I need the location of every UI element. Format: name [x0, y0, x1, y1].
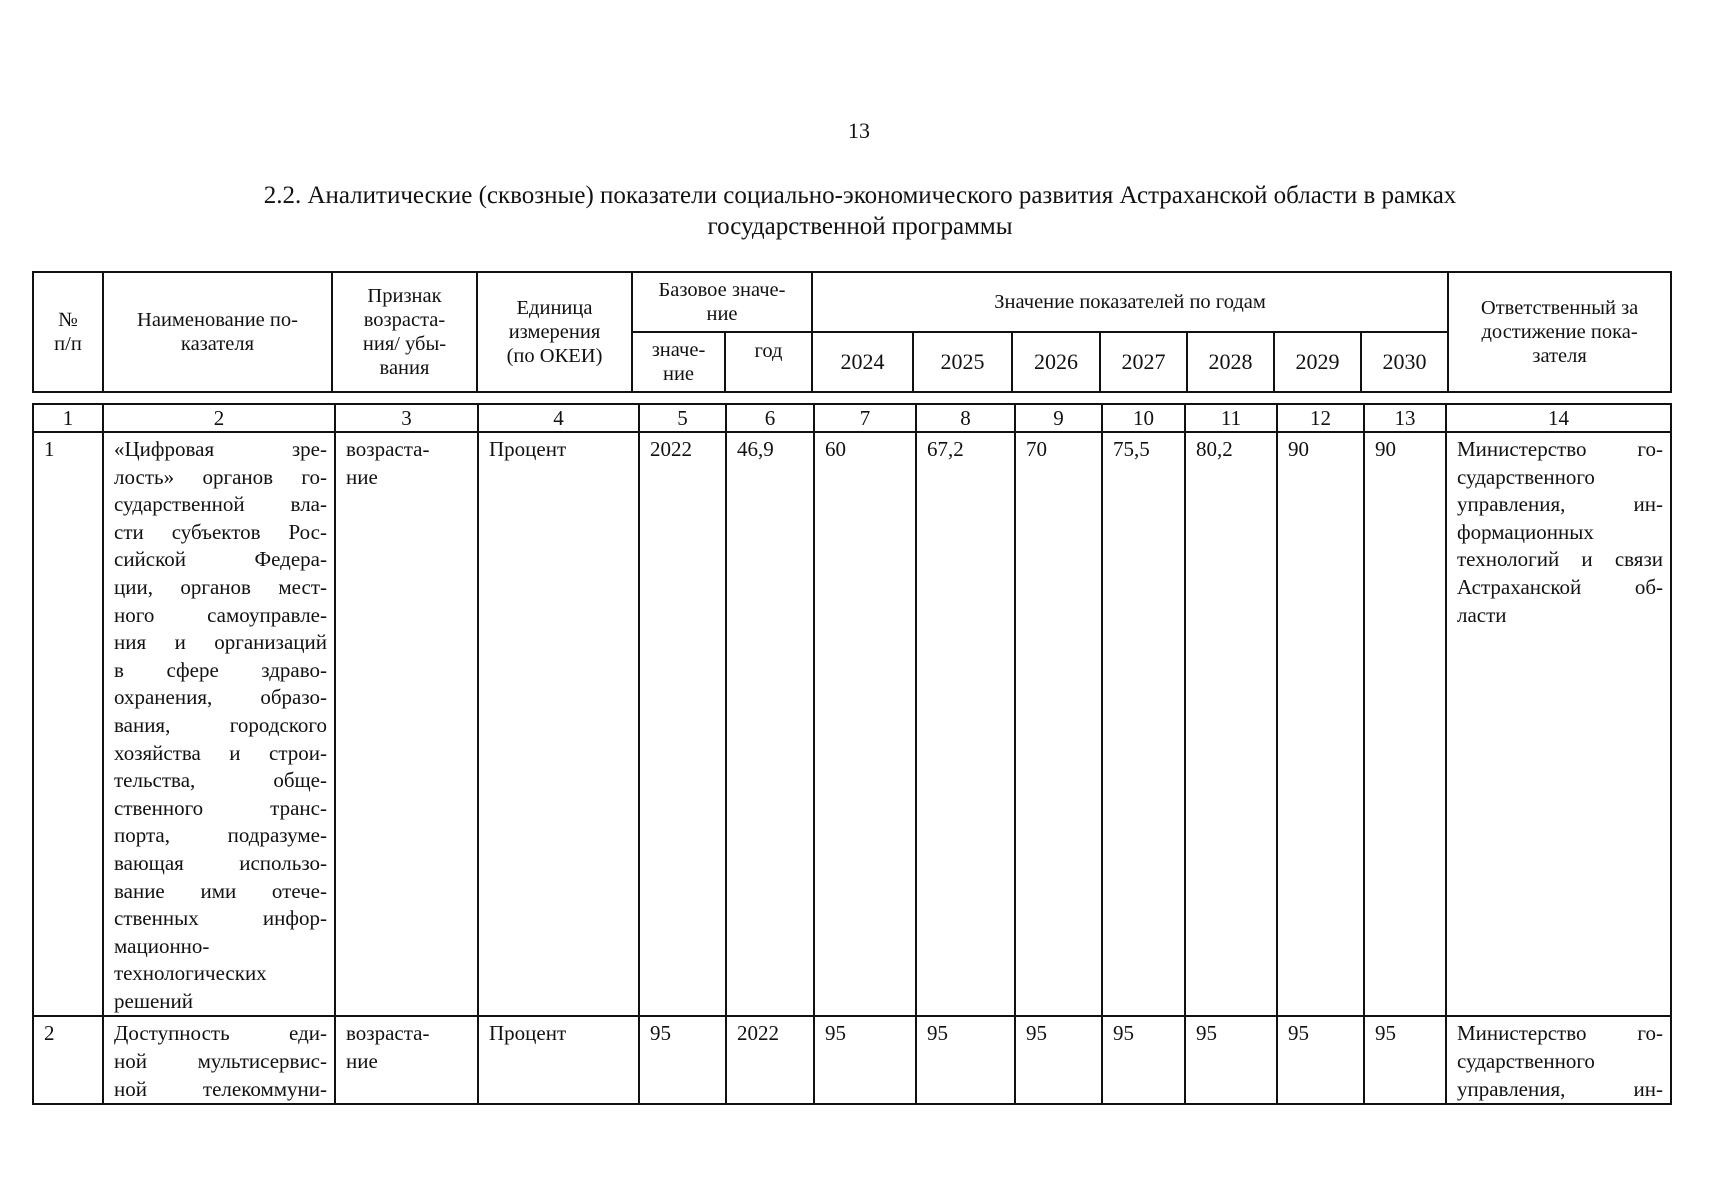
- row-number: 2: [33, 1016, 103, 1104]
- column-number: 12: [1277, 404, 1364, 432]
- value-2025: 95: [916, 1016, 1015, 1104]
- header-base-value-year: год: [725, 332, 812, 392]
- row-number: 1: [33, 432, 103, 1016]
- indicator-name: «Цифровая зре- лость» органов го- сударственной вла- сти субъектов Рос- сийской Федера- ции, органов мест- ного самоуправле- ния и организаций в сфере здраво- охранения, образо- вания, городского хозяйства и строи- тельства, обще- ственного транс- порта, подразуме- вающая использо- вание ими отече- ственных инфор- мационно- технологических решений: [103, 432, 335, 1016]
- column-number: 8: [916, 404, 1015, 432]
- header-year-2030: 2030: [1361, 332, 1448, 392]
- value-2026: 70: [1015, 432, 1102, 1016]
- header-indicator-name: Наименование по- казателя: [103, 272, 332, 392]
- growth-sign: возраста- ние: [335, 432, 478, 1016]
- column-number: 4: [478, 404, 639, 432]
- header-unit: Единица измерения (по ОКЕИ): [477, 272, 632, 392]
- value-2027: 95: [1102, 1016, 1185, 1104]
- value-2027: 75,5: [1102, 432, 1185, 1016]
- column-number: 13: [1364, 404, 1446, 432]
- column-numbers-row: [33, 404, 1671, 432]
- header-year-2024: 2024: [812, 332, 913, 392]
- column-number: 1: [33, 404, 103, 432]
- table-row: [33, 1016, 1671, 1104]
- unit: Процент: [478, 1016, 639, 1104]
- header-base-value-value: значе- ние: [632, 332, 725, 392]
- document-title: [160, 180, 1560, 242]
- column-number: 2: [103, 404, 335, 432]
- header-growth-sign: Признак возраста- ния/ убы- вания: [332, 272, 477, 392]
- column-number: 9: [1015, 404, 1102, 432]
- column-number: 11: [1185, 404, 1277, 432]
- value-2030: 95: [1364, 1016, 1446, 1104]
- header-year-2027: 2027: [1100, 332, 1187, 392]
- table-row: [33, 432, 1671, 1016]
- indicator-name: Доступность еди- ной мультисервис- ной телекоммуни-: [103, 1016, 335, 1104]
- column-number: 3: [335, 404, 478, 432]
- base-value: 95: [639, 1016, 726, 1104]
- value-2024: 60: [814, 432, 916, 1016]
- document-title-line-2: государственной программы: [707, 213, 1013, 240]
- value-2025: 67,2: [916, 432, 1015, 1016]
- growth-sign: возраста- ние: [335, 1016, 478, 1104]
- indicators-table-header: [32, 271, 1672, 393]
- base-value: 2022: [639, 432, 726, 1016]
- document-title-line-1: 2.2. Аналитические (сквозные) показатели социально-экономического развития Астраханской области в рамках: [263, 182, 1457, 209]
- header-responsible: Ответственный за достижение пока- зателя: [1448, 272, 1671, 392]
- header-values-by-year: Значение показателей по годам: [812, 272, 1448, 332]
- column-number: 5: [639, 404, 726, 432]
- column-number: 10: [1102, 404, 1185, 432]
- column-number: 14: [1446, 404, 1671, 432]
- value-2028: 95: [1185, 1016, 1277, 1104]
- value-2026: 95: [1015, 1016, 1102, 1104]
- header-number: № п/п: [33, 272, 103, 392]
- base-year: 46,9: [726, 432, 814, 1016]
- value-2030: 90: [1364, 432, 1446, 1016]
- responsible: Министерство го- сударственного управления, ин- формационных технологий и связи Астраханской об- ласти: [1446, 432, 1671, 1016]
- value-2029: 90: [1277, 432, 1364, 1016]
- value-2029: 95: [1277, 1016, 1364, 1104]
- header-year-2025: 2025: [913, 332, 1012, 392]
- responsible: Министерство го- сударственного управления, ин-: [1446, 1016, 1671, 1104]
- header-year-2028: 2028: [1187, 332, 1274, 392]
- unit: Процент: [478, 432, 639, 1016]
- base-year: 2022: [726, 1016, 814, 1104]
- value-2028: 80,2: [1185, 432, 1277, 1016]
- indicators-table-body: [32, 403, 1672, 1105]
- page-number: 13: [848, 118, 870, 143]
- column-number: 7: [814, 404, 916, 432]
- header-year-2029: 2029: [1274, 332, 1361, 392]
- column-number: 6: [726, 404, 814, 432]
- header-base-value: Базовое значе- ние: [632, 272, 812, 332]
- value-2024: 95: [814, 1016, 916, 1104]
- header-year-2026: 2026: [1012, 332, 1100, 392]
